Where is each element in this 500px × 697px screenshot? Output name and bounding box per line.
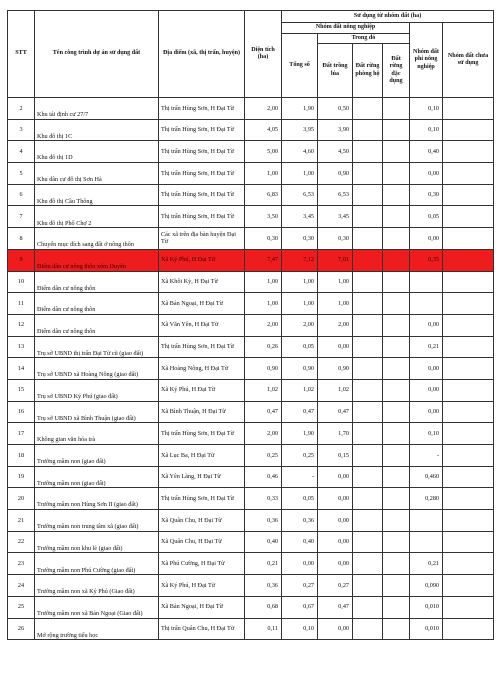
cell-location: Thị trấn Hùng Sơn, H Đại Từ (159, 141, 245, 163)
cell-unused (443, 423, 494, 445)
cell-area: 5,00 (245, 141, 282, 163)
table-row (8, 379, 494, 401)
cell-special-forest (383, 206, 410, 228)
cell-rice: 4,50 (318, 141, 353, 163)
cell-special-forest (383, 293, 410, 315)
cell-location: Xã Phú Cường, H Đại Từ (159, 553, 245, 575)
cell-rice: 0,00 (318, 488, 353, 510)
cell-special-forest (383, 596, 410, 618)
cell-area: 0,33 (245, 488, 282, 510)
cell-special-forest (383, 401, 410, 423)
cell-area: 1,00 (245, 293, 282, 315)
cell-area: 2,00 (245, 98, 282, 120)
cell-location: Xã Bình Thuận, H Đại Từ (159, 401, 245, 423)
cell-project-name: Điểm dân cư nông thôn (35, 271, 159, 293)
cell-total: 0,90 (282, 358, 318, 380)
cell-non-agri: 0,00 (410, 401, 443, 423)
cell-protective-forest (353, 596, 383, 618)
cell-location: Thị trấn Hùng Sơn, H Đại Từ (159, 488, 245, 510)
table-row (8, 119, 494, 141)
cell-project-name: Trường mầm non (giao đất) (35, 466, 159, 488)
land-use-table-sheet (7, 10, 493, 640)
cell-unused (443, 596, 494, 618)
cell-non-agri: 0,010 (410, 596, 443, 618)
cell-non-agri: 0,00 (410, 314, 443, 336)
cell-unused (443, 228, 494, 250)
cell-total: 0,36 (282, 510, 318, 532)
cell-non-agri: 0,00 (410, 379, 443, 401)
cell-area: 1,00 (245, 271, 282, 293)
cell-special-forest (383, 423, 410, 445)
cell-total: 0,05 (282, 336, 318, 358)
cell-rice: 0,90 (318, 163, 353, 185)
header-group-title: Sử dụng từ nhóm đất (ha) (282, 11, 494, 23)
cell-project-name: Khu tái định cư 27/7 (35, 98, 159, 120)
cell-non-agri: 0,00 (410, 358, 443, 380)
table-row (8, 445, 494, 467)
cell-rice: 2,00 (318, 314, 353, 336)
table-row (8, 401, 494, 423)
cell-area: 0,25 (245, 445, 282, 467)
cell-area: 7,47 (245, 249, 282, 271)
header-rice: Đất trồng lúa (318, 44, 353, 98)
cell-area: 0,11 (245, 618, 282, 640)
cell-stt: 9 (8, 249, 35, 271)
cell-total: 2,00 (282, 314, 318, 336)
cell-non-agri (410, 293, 443, 315)
cell-area: 0,36 (245, 510, 282, 532)
cell-special-forest (383, 531, 410, 553)
cell-rice: 0,47 (318, 596, 353, 618)
cell-stt: 14 (8, 358, 35, 380)
header-project-name: Tên công trình dự án sử dụng đất (35, 11, 159, 98)
cell-non-agri (410, 531, 443, 553)
cell-area: 0,30 (245, 228, 282, 250)
cell-special-forest (383, 271, 410, 293)
cell-rice: 0,00 (318, 510, 353, 532)
cell-protective-forest (353, 119, 383, 141)
cell-special-forest (383, 228, 410, 250)
table-row (8, 98, 494, 120)
cell-special-forest (383, 379, 410, 401)
cell-total: 1,00 (282, 293, 318, 315)
cell-project-name: Trường mầm non Phú Cường (giao đất) (35, 553, 159, 575)
cell-stt: 2 (8, 98, 35, 120)
cell-project-name: Trụ sở UBND xã Bình Thuận (giao đất) (35, 401, 159, 423)
cell-special-forest (383, 553, 410, 575)
cell-project-name: Mở rộng trường tiểu học (35, 618, 159, 640)
cell-area: 0,21 (245, 553, 282, 575)
cell-non-agri: 0,30 (410, 184, 443, 206)
cell-rice: 1,02 (318, 379, 353, 401)
cell-location: Xã Lục Ba, H Đại Từ (159, 445, 245, 467)
cell-stt: 22 (8, 531, 35, 553)
table-row (8, 531, 494, 553)
cell-location: Thị trấn Quân Chu, H Đại Từ (159, 618, 245, 640)
cell-unused (443, 336, 494, 358)
cell-protective-forest (353, 98, 383, 120)
cell-protective-forest (353, 423, 383, 445)
cell-stt: 18 (8, 445, 35, 467)
cell-stt: 5 (8, 163, 35, 185)
cell-location: Xã Quân Chu, H Đại Từ (159, 531, 245, 553)
cell-unused (443, 466, 494, 488)
cell-area: 3,50 (245, 206, 282, 228)
cell-project-name: Trường mầm non khu lẻ (giao đất) (35, 531, 159, 553)
cell-non-agri: - (410, 445, 443, 467)
cell-location: Thị trấn Hùng Sơn, H Đại Từ (159, 336, 245, 358)
cell-protective-forest (353, 141, 383, 163)
cell-total: 1,00 (282, 271, 318, 293)
cell-project-name: Trường mầm non xã Bản Ngoại (Giao đất) (35, 596, 159, 618)
cell-protective-forest (353, 488, 383, 510)
cell-protective-forest (353, 163, 383, 185)
cell-unused (443, 249, 494, 271)
cell-rice: 0,00 (318, 553, 353, 575)
cell-location: Xã Yên Lãng, H Đại Từ (159, 466, 245, 488)
header-location: Địa điểm (xã, thị trấn, huyện) (159, 11, 245, 98)
cell-area: 0,68 (245, 596, 282, 618)
cell-area: 0,26 (245, 336, 282, 358)
cell-non-agri: 0,00 (410, 163, 443, 185)
table-row (8, 184, 494, 206)
cell-non-agri: 0,21 (410, 553, 443, 575)
cell-rice: 0,00 (318, 531, 353, 553)
cell-project-name: Khu dân cư đô thị Sơn Hà (35, 163, 159, 185)
table-body (8, 98, 494, 640)
cell-protective-forest (353, 358, 383, 380)
cell-unused (443, 184, 494, 206)
cell-non-agri: 0,10 (410, 119, 443, 141)
header-stt: STT (8, 11, 35, 98)
cell-area: 1,02 (245, 379, 282, 401)
cell-location: Các xã trên địa bàn huyện Đại Từ (159, 228, 245, 250)
cell-stt: 8 (8, 228, 35, 250)
cell-protective-forest (353, 466, 383, 488)
cell-special-forest (383, 575, 410, 597)
cell-unused (443, 575, 494, 597)
header-unused: Nhóm đất chưa sử dụng (443, 23, 494, 98)
cell-area: 2,00 (245, 314, 282, 336)
cell-location: Thị trấn Hùng Sơn, H Đại Từ (159, 184, 245, 206)
cell-special-forest (383, 163, 410, 185)
cell-stt: 17 (8, 423, 35, 445)
cell-special-forest (383, 336, 410, 358)
cell-rice: 3,45 (318, 206, 353, 228)
cell-protective-forest (353, 553, 383, 575)
cell-total: 0,25 (282, 445, 318, 467)
header-special-forest: Đất rừng đặc dụng (383, 44, 410, 98)
cell-special-forest (383, 618, 410, 640)
cell-total: 1,90 (282, 423, 318, 445)
cell-stt: 10 (8, 271, 35, 293)
cell-protective-forest (353, 510, 383, 532)
cell-location: Xã Khôi Kỳ, H Đại Từ (159, 271, 245, 293)
cell-unused (443, 293, 494, 315)
table-row (8, 314, 494, 336)
cell-project-name: Trường mầm non (giao đất) (35, 445, 159, 467)
cell-rice: 0,27 (318, 575, 353, 597)
table-row (8, 228, 494, 250)
cell-total: 0,27 (282, 575, 318, 597)
table-row (8, 293, 494, 315)
cell-non-agri: 0,280 (410, 488, 443, 510)
table-row (8, 271, 494, 293)
cell-project-name: Không gian văn hóa trà (35, 423, 159, 445)
cell-non-agri: 0,010 (410, 618, 443, 640)
cell-protective-forest (353, 293, 383, 315)
cell-protective-forest (353, 531, 383, 553)
cell-location: Thị trấn Hùng Sơn, H Đại Từ (159, 98, 245, 120)
cell-total: 3,95 (282, 119, 318, 141)
cell-location: Thị trấn Hùng Sơn, H Đại Từ (159, 163, 245, 185)
cell-rice: 1,70 (318, 423, 353, 445)
cell-project-name: Khu đô thị 1D (35, 141, 159, 163)
cell-protective-forest (353, 445, 383, 467)
cell-stt: 6 (8, 184, 35, 206)
cell-project-name: Khu đô thị Phố Chợ 2 (35, 206, 159, 228)
cell-stt: 13 (8, 336, 35, 358)
cell-project-name: Trụ sở UBND thị trấn Đại Từ cũ (giao đất) (35, 336, 159, 358)
cell-stt: 23 (8, 553, 35, 575)
cell-project-name: Điểm dân cư nông thôn (35, 314, 159, 336)
cell-rice: 1,00 (318, 271, 353, 293)
cell-unused (443, 358, 494, 380)
cell-unused (443, 510, 494, 532)
cell-special-forest (383, 314, 410, 336)
cell-total: 0,00 (282, 553, 318, 575)
cell-total: 1,00 (282, 163, 318, 185)
header-non-agri: Nhóm đất phi nông nghiệp (410, 23, 443, 98)
cell-unused (443, 98, 494, 120)
table-row (8, 618, 494, 640)
table-row (8, 141, 494, 163)
table-row (8, 553, 494, 575)
table-row (8, 336, 494, 358)
cell-special-forest (383, 510, 410, 532)
cell-special-forest (383, 358, 410, 380)
header-of-which: Trong đó (318, 34, 410, 44)
cell-unused (443, 314, 494, 336)
cell-location: Thị trấn Hùng Sơn, H Đại Từ (159, 423, 245, 445)
table-row (8, 206, 494, 228)
cell-unused (443, 379, 494, 401)
cell-area: 4,05 (245, 119, 282, 141)
cell-non-agri: 0,460 (410, 466, 443, 488)
cell-special-forest (383, 141, 410, 163)
cell-protective-forest (353, 206, 383, 228)
cell-unused (443, 618, 494, 640)
cell-special-forest (383, 488, 410, 510)
cell-stt: 20 (8, 488, 35, 510)
table-row (8, 575, 494, 597)
header-total: Tổng số (282, 34, 318, 98)
cell-stt: 4 (8, 141, 35, 163)
cell-project-name: Khu đô thị Cầu Thông (35, 184, 159, 206)
cell-special-forest (383, 98, 410, 120)
table-row (8, 466, 494, 488)
cell-non-agri: 0,090 (410, 575, 443, 597)
cell-project-name: Trụ sở UBND xã Hoàng Nông (giao đất) (35, 358, 159, 380)
cell-total: 0,10 (282, 618, 318, 640)
header-protective-forest: Đất rừng phòng hộ (353, 44, 383, 98)
cell-project-name: Chuyển mục đích sang đất ở nông thôn (35, 228, 159, 250)
cell-area: 0,46 (245, 466, 282, 488)
cell-area: 2,00 (245, 423, 282, 445)
cell-unused (443, 271, 494, 293)
cell-project-name: Điểm dân cư nông thôn xóm Duyên (35, 249, 159, 271)
cell-location: Xã Văn Yên, H Đại Từ (159, 314, 245, 336)
cell-special-forest (383, 184, 410, 206)
cell-protective-forest (353, 314, 383, 336)
cell-total: 0,40 (282, 531, 318, 553)
cell-total: 6,53 (282, 184, 318, 206)
cell-non-agri: 0,10 (410, 423, 443, 445)
cell-rice: 0,00 (318, 336, 353, 358)
cell-unused (443, 206, 494, 228)
cell-area: 0,90 (245, 358, 282, 380)
cell-unused (443, 141, 494, 163)
cell-rice: 0,00 (318, 618, 353, 640)
table-row (8, 596, 494, 618)
cell-total: 1,02 (282, 379, 318, 401)
cell-rice: 3,90 (318, 119, 353, 141)
cell-total: 1,90 (282, 98, 318, 120)
cell-project-name: Trường mầm non Hùng Sơn II (giao đất) (35, 488, 159, 510)
cell-stt: 11 (8, 293, 35, 315)
cell-rice: 0,47 (318, 401, 353, 423)
cell-rice: 0,90 (318, 358, 353, 380)
cell-project-name: Trụ sở UBND Ký Phú (giao đất) (35, 379, 159, 401)
cell-protective-forest (353, 249, 383, 271)
cell-protective-forest (353, 618, 383, 640)
cell-location: Thị trấn Hùng Sơn, H Đại Từ (159, 206, 245, 228)
cell-non-agri (410, 271, 443, 293)
cell-location: Xã Bản Ngoại, H Đại Từ (159, 596, 245, 618)
cell-protective-forest (353, 228, 383, 250)
cell-unused (443, 445, 494, 467)
cell-area: 0,40 (245, 531, 282, 553)
cell-total: 4,60 (282, 141, 318, 163)
cell-location: Xã Ký Phú, H Đại Từ (159, 379, 245, 401)
cell-special-forest (383, 249, 410, 271)
cell-rice: 0,50 (318, 98, 353, 120)
table-row (8, 510, 494, 532)
header-area: Diện tích (ha) (245, 11, 282, 98)
cell-area: 1,00 (245, 163, 282, 185)
cell-project-name: Trường mầm non xã Ký Phú (Giao đất) (35, 575, 159, 597)
table-row (8, 249, 494, 271)
table-row (8, 488, 494, 510)
cell-stt: 19 (8, 466, 35, 488)
cell-rice: 6,53 (318, 184, 353, 206)
cell-protective-forest (353, 336, 383, 358)
cell-non-agri: 0,40 (410, 141, 443, 163)
cell-non-agri (410, 510, 443, 532)
cell-special-forest (383, 466, 410, 488)
header-agri-group: Nhóm đất nông nghiệp (282, 23, 410, 34)
cell-special-forest (383, 119, 410, 141)
table-row (8, 423, 494, 445)
cell-location: Xã Quân Chu, H Đại Từ (159, 510, 245, 532)
cell-stt: 3 (8, 119, 35, 141)
cell-project-name: Điểm dân cư nông thôn (35, 293, 159, 315)
cell-unused (443, 488, 494, 510)
cell-stt: 12 (8, 314, 35, 336)
cell-location: Thị trấn Hùng Sơn, H Đại Từ (159, 119, 245, 141)
cell-area: 0,47 (245, 401, 282, 423)
cell-stt: 24 (8, 575, 35, 597)
cell-protective-forest (353, 401, 383, 423)
cell-stt: 21 (8, 510, 35, 532)
cell-total: 0,67 (282, 596, 318, 618)
cell-stt: 7 (8, 206, 35, 228)
cell-stt: 26 (8, 618, 35, 640)
cell-location: Xã Hoàng Nông, H Đại Từ (159, 358, 245, 380)
cell-non-agri: 0,35 (410, 249, 443, 271)
cell-total: 0,47 (282, 401, 318, 423)
cell-location: Xã Bản Ngoại, H Đại Từ (159, 293, 245, 315)
cell-protective-forest (353, 379, 383, 401)
cell-area: 0,36 (245, 575, 282, 597)
cell-total: 0,30 (282, 228, 318, 250)
table-row (8, 163, 494, 185)
cell-non-agri: 0,00 (410, 228, 443, 250)
cell-unused (443, 553, 494, 575)
cell-project-name: Trường mầm non trung tâm xã (giao đất) (35, 510, 159, 532)
cell-unused (443, 119, 494, 141)
cell-protective-forest (353, 184, 383, 206)
cell-special-forest (383, 445, 410, 467)
cell-rice: 0,15 (318, 445, 353, 467)
cell-non-agri: 0,21 (410, 336, 443, 358)
cell-area: 6,83 (245, 184, 282, 206)
cell-protective-forest (353, 575, 383, 597)
cell-total: 7,12 (282, 249, 318, 271)
cell-rice: 0,00 (318, 466, 353, 488)
cell-non-agri: 0,10 (410, 98, 443, 120)
cell-location: Xã Ký Phú, H Đại Từ (159, 575, 245, 597)
cell-unused (443, 531, 494, 553)
cell-stt: 25 (8, 596, 35, 618)
cell-rice: 7,01 (318, 249, 353, 271)
cell-unused (443, 401, 494, 423)
cell-total: 0,05 (282, 488, 318, 510)
land-use-table (7, 10, 494, 640)
cell-total: - (282, 466, 318, 488)
cell-rice: 0,30 (318, 228, 353, 250)
cell-stt: 16 (8, 401, 35, 423)
table-row (8, 358, 494, 380)
cell-unused (443, 163, 494, 185)
cell-non-agri: 0,05 (410, 206, 443, 228)
cell-project-name: Khu đô thị 1C (35, 119, 159, 141)
cell-protective-forest (353, 271, 383, 293)
cell-rice: 1,00 (318, 293, 353, 315)
cell-location: Xã Ký Phú, H Đại Từ (159, 249, 245, 271)
cell-total: 3,45 (282, 206, 318, 228)
cell-stt: 15 (8, 379, 35, 401)
